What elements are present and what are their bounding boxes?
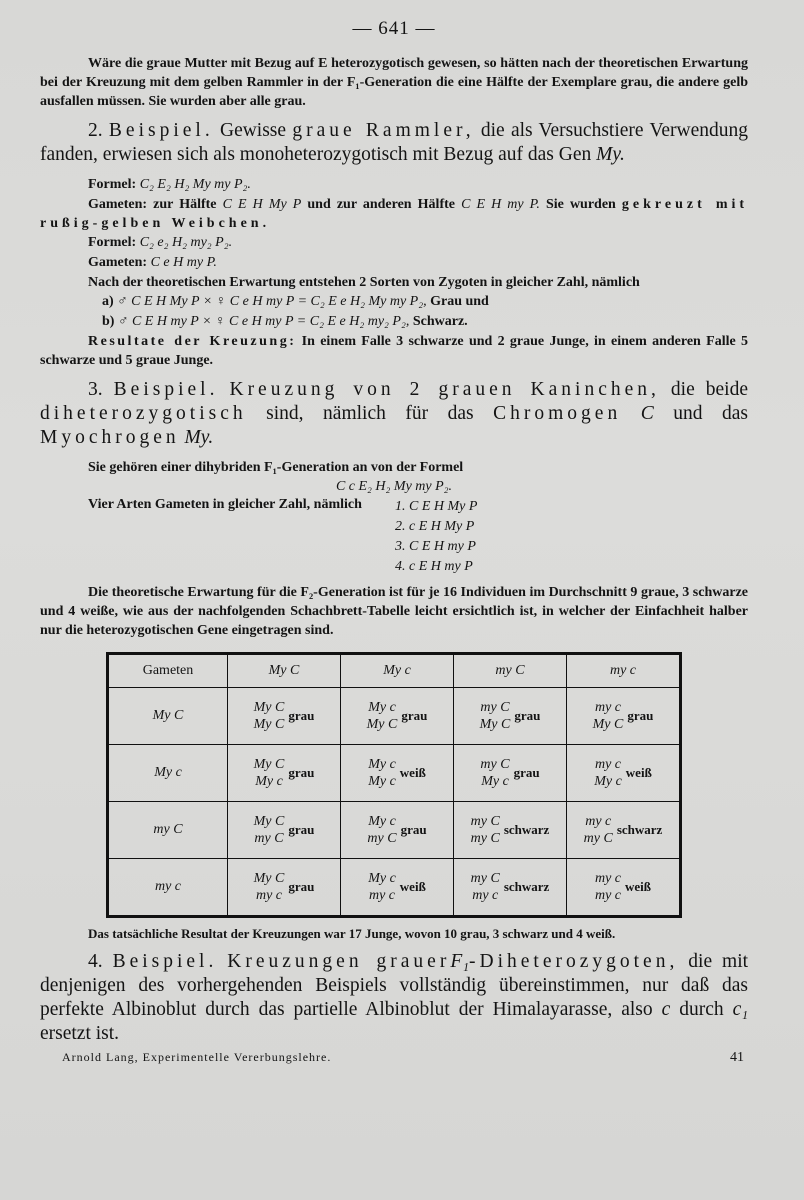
punnett-table [106,652,682,918]
ex4-f1: F₁ [450,951,470,972]
ex2-line-a [102,292,748,312]
table-cell [341,802,454,859]
ex2-nach: Nach der theoretischen Erwartung entstehen 2 Sorten von Zygoten in gleicher Zahl, nämlich [88,275,640,290]
ex2-result [40,332,748,370]
genotype-top: my c [594,700,622,715]
genotype-bottom: My C [366,717,398,732]
gameten-label: Gameten: [88,197,148,212]
table-cell [567,859,681,917]
phenotype-result: grau [514,708,541,723]
cell-content [228,870,340,904]
genotype-top: my C [470,814,500,829]
genotype-stack [584,813,613,847]
row-header: My C [108,688,228,745]
table-cell [454,802,567,859]
page-number-header: — 641 — [352,18,436,39]
ex2-gene: My. [596,144,625,165]
table-cell [454,745,567,802]
gameten-list [395,497,477,577]
ex4-num: 4. [88,951,103,972]
phenotype-result: grau [288,708,315,723]
example-4-heading [40,950,748,1046]
genotype-bottom: my C [367,831,397,846]
genotype-stack [593,699,624,733]
column-header: my c [567,654,681,688]
genotype-top: my C [480,700,510,715]
phenotype-result: grau [401,708,428,723]
ex4-spaced2: -Diheterozygoten, [469,951,679,972]
phenotype-result: weiß [399,765,426,780]
genotype-bottom: My c [368,774,396,789]
ex2-formel [88,175,748,195]
ex2-gameten2 [88,253,748,273]
genotype-top: My c [368,757,396,772]
vier-arten-label: Vier Arten Gameten in gleicher Zahl, nämlich [88,497,362,512]
line-b-label: b) [102,314,115,329]
genotype-top: My C [253,814,285,829]
genotype-bottom: My c [594,774,622,789]
ex3-formel [40,477,748,497]
ex3-beispiel: Beispiel. [113,379,219,400]
genotype-top: My C [253,700,285,715]
footer-sheet-number: 41 [730,1050,744,1065]
cell-content [454,699,566,733]
gameten-text3: Sie wurden [545,197,616,212]
phenotype-result: schwarz [616,822,663,837]
genotype-stack [254,870,285,904]
gameten-text2: und zur anderen Hälfte [307,197,455,212]
cell-content [341,813,453,847]
cell-content [454,870,566,904]
column-header: my C [454,654,567,688]
cell-content [567,813,679,847]
phenotype-result: schwarz [503,822,550,837]
genotype-stack [595,870,621,904]
genotype-stack [367,813,396,847]
genotype-stack [367,699,398,733]
column-header: My C [228,654,341,688]
gamete-item: 3. C E H my P [395,539,476,554]
formel-value: C₂ E₂ H₂ My my P₂. [139,177,251,192]
result-text: In einem Falle 3 schwarze und 2 graue Junge, in einem anderen Falle 5 schwarze und 5 graue Junge. [40,334,748,368]
ex2-text-b: die als Versuchstiere Verwendung fanden, erwiesen sich als monoheterozygotisch mit Bezug auf das Gen [40,120,749,165]
ex4-c: c [661,999,671,1020]
gamete-item: 4. c E H my P [395,559,473,574]
genotype-bottom: My C [479,717,511,732]
ex4-beispiel: Beispiel. [112,951,218,972]
ex2-line-b [102,312,748,332]
genotype-stack [368,870,396,904]
gameten-spaced: gekreuzt mit rußig-gelben Weibchen. [40,197,749,231]
table-cell [454,688,567,745]
row-header: my c [108,859,228,917]
genotype-bottom: My c [481,774,509,789]
genotype-top: my C [480,757,510,772]
ex2-spaced: graue Rammler, [292,120,475,141]
phenotype-result: grau [400,822,427,837]
cell-content [567,756,679,790]
phenotype-result: grau [288,822,315,837]
cell-content [567,870,679,904]
ex3-spaced3: Chromogen [493,403,622,424]
ex3-spaced: Kreuzung von 2 grauen Kaninchen, [229,379,660,400]
formel2-label: Formel: [88,235,137,250]
genotype-bottom: my c [594,888,622,903]
genotype-stack [594,756,622,790]
genotype-bottom: my C [583,831,613,846]
genotype-stack [471,870,500,904]
row-header: my C [108,802,228,859]
ex3-sie: Sie gehören einer dihybriden F₁-Generation an von der Formel [88,460,464,475]
ex4-c1: c₁ [732,999,749,1020]
genotype-top: My C [253,871,285,886]
line-a-label: a) [102,294,114,309]
gameten-list-block [40,497,748,577]
line-a-formula: ♂ C E H My P × ♀ C e H my P = C₂ E e H₂ My my P₂, [117,294,427,309]
row-header: My c [108,745,228,802]
ex3-text-a: die beide [670,379,749,400]
genotype-stack [368,756,396,790]
phenotype-result: grau [288,765,315,780]
table-cell [454,859,567,917]
table-cell [567,802,681,859]
ex2-num: 2. [88,120,103,141]
column-header: My c [341,654,454,688]
ex3-formel-value: C c E₂ H₂ My my P₂. [335,479,453,494]
table-cell [341,745,454,802]
table-caption: Das tatsächliche Resultat der Kreuzungen war 17 Junge, wovon 10 grau, 3 schwarz und 4 weiß. [88,926,616,941]
ex3-text-c: und das [673,403,749,424]
ex2-formel2 [88,233,748,253]
genotype-bottom: My C [253,717,285,732]
genotype-bottom: my c [255,888,283,903]
example-3-heading [40,378,748,450]
intro-paragraph: Wäre die graue Mutter mit Bezug auf E heterozygotisch gewesen, so hätten nach der theoretischen Erwartung bei der Kreuzung mit dem gelben Rammler in der F₁-Generation die eine Hälfte der Exemplare grau, die andere gelb ausfallen müssen. Sie wurden aber alle grau. [40,56,748,109]
cell-content [454,813,566,847]
result-label: Resultate der Kreuzung: [88,334,297,349]
page-footer [40,1050,748,1066]
gameten-formula1: C E H My P [222,197,302,212]
cell-content [341,699,453,733]
genotype-top: my c [585,814,612,829]
genotype-stack [254,756,285,790]
genotype-stack [480,756,509,790]
genotype-top: My C [253,757,285,772]
genotype-top: my c [594,757,622,772]
table-body [108,688,681,917]
phenotype-result: grau [288,879,315,894]
cell-content [454,756,566,790]
ex2-gameten [40,195,748,233]
genotype-bottom: My C [592,717,624,732]
genotype-bottom: my c [472,888,499,903]
ex2-beispiel: Beispiel. [108,120,214,141]
ex3-c: C [640,403,654,424]
phenotype-result: grau [627,708,654,723]
line-b-formula: ♂ C E H my P × ♀ C e H my P = C₂ E e H₂ my₂ P₂, [117,314,410,329]
ex3-erwartung: Die theoretische Erwartung für die F₂-Generation ist für je 16 Individuen im Durchschnitt 9 graue, 3 schwarze und 4 weiße, wie aus der nachfolgenden Schachbrett-Tabelle leicht ersichtlich ist, in welcher der Einfachheit halber nur die heterozygotischen Gene eingetragen sind. [40,585,748,638]
table-row [108,802,681,859]
formel-label: Formel: [88,177,137,192]
gameten2-value: C e H my P. [150,255,217,270]
cell-content [341,756,453,790]
genotype-stack [471,813,500,847]
genotype-top: My c [368,700,396,715]
genotype-bottom: my C [254,831,284,846]
cell-content [228,699,340,733]
genotype-top: My c [368,871,396,886]
table-corner: Gameten [108,654,228,688]
table-row [108,745,681,802]
phenotype-result: weiß [625,879,652,894]
genotype-bottom: my c [368,888,396,903]
cell-content [228,813,340,847]
phenotype-result: grau [513,765,540,780]
ex2-text-a: Gewisse [219,120,287,141]
table-cell [228,859,341,917]
genotype-stack [480,699,511,733]
line-b-result: Schwarz. [412,314,468,329]
ex4-text: die mit denjenigen des vorhergehenden Beispiels vollständig übereinstimmen, nur daß das perfekte Albinoblut durch das partielle Albinoblut der Himalayarasse, also [40,951,749,1020]
genotype-stack [254,699,285,733]
phenotype-result: schwarz [503,879,550,894]
example-2-heading [40,119,748,167]
table-cell [228,745,341,802]
gameten2-label: Gameten: [88,255,148,270]
genotype-bottom: My c [255,774,283,789]
ex3-spaced4: Myochrogen [40,427,180,448]
ex3-spaced2: diheterozygotisch [40,403,247,424]
table-header-row [108,654,681,688]
genotype-top: my C [470,871,500,886]
table-cell [341,859,454,917]
ex4-spaced: Kreuzungen grauer [227,951,451,972]
cell-content [228,756,340,790]
table-cell [567,688,681,745]
table-cell [567,745,681,802]
ex3-num: 3. [88,379,103,400]
gamete-item: 2. c E H My P [395,519,475,534]
formel2-value: C₂ e₂ H₂ my₂ P₂. [139,235,233,250]
footer-author: Arnold Lang, Experimentelle Vererbungslehre. [62,1050,332,1064]
line-a-result: Grau und [430,294,489,309]
ex3-my: My. [184,427,214,448]
ex4-durch: durch [679,999,724,1020]
table-cell [228,802,341,859]
cell-content [341,870,453,904]
genotype-bottom: my C [470,831,500,846]
phenotype-result: weiß [399,879,426,894]
gameten-formula2: C E H my P. [461,197,540,212]
gamete-item: 1. C E H My P [395,499,478,514]
table-cell [228,688,341,745]
gameten-text1: zur Hälfte [153,197,217,212]
genotype-top: my c [594,871,622,886]
table-row [108,859,681,917]
cell-content [567,699,679,733]
phenotype-result: weiß [625,765,652,780]
ex3-text-b: sind, nämlich für das [266,403,474,424]
ex4-ersetzt: ersetzt ist. [40,1023,120,1044]
table-cell [341,688,454,745]
genotype-top: My c [368,814,396,829]
genotype-stack [254,813,285,847]
table-row [108,688,681,745]
